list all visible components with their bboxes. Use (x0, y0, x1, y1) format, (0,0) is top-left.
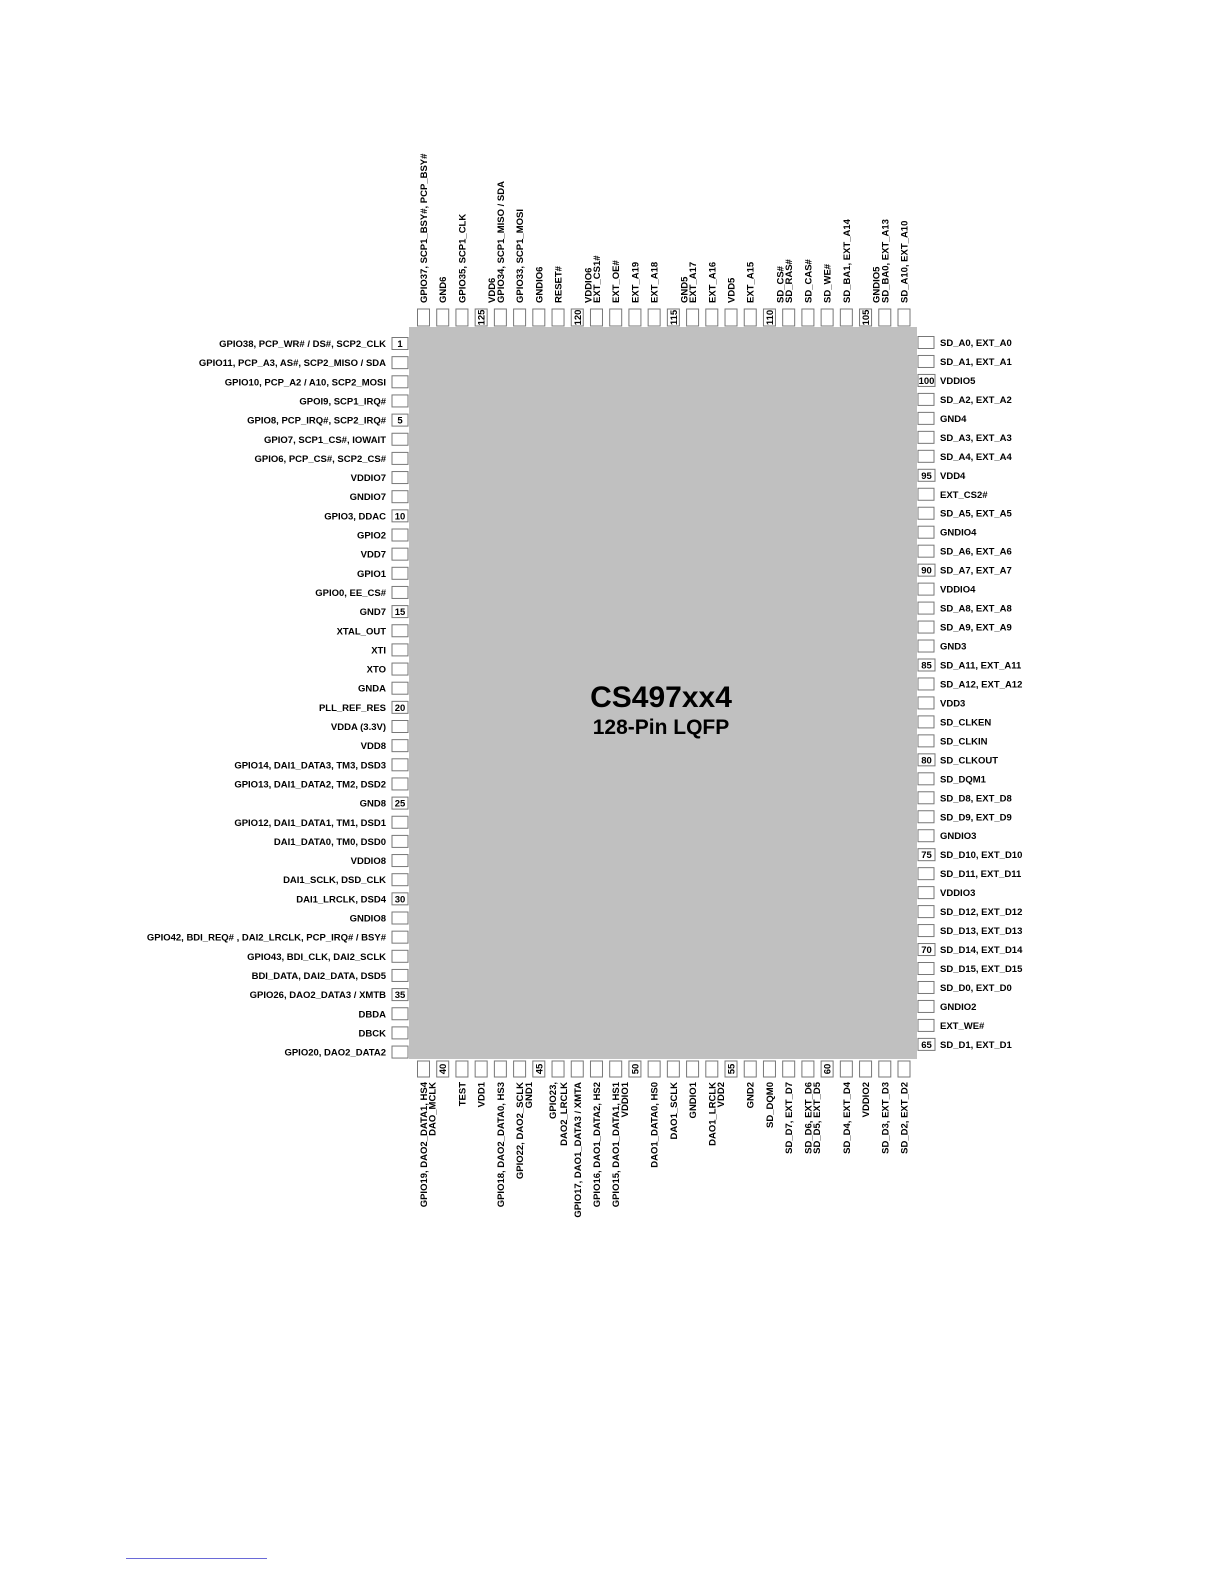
pin-label: EXT_A19 (630, 261, 642, 303)
pin-label: SD_A4, EXT_A4 (940, 451, 1012, 463)
pin-box (918, 1019, 934, 1031)
pin-label: SD_D14, EXT_D14 (940, 945, 1023, 957)
pin-label: SD_CAS# (803, 259, 815, 303)
pin-label: SD_D10, EXT_D10 (940, 850, 1023, 862)
pin-label: VDDIO4 (940, 584, 976, 596)
pin-label: GPIO20, DAO2_DATA2 (284, 1047, 386, 1059)
chip-name: CS497xx4 (590, 681, 732, 714)
pin-box (918, 412, 934, 424)
pin-number: 45 (534, 1063, 546, 1075)
chip-package: 128-Pin LQFP (592, 716, 730, 739)
pin-label-cont: DAO2_LRCLK (559, 1082, 571, 1146)
pin-box (392, 472, 408, 484)
pin-number: 25 (394, 798, 406, 810)
pin-box (392, 855, 408, 867)
pin-label: GPIO23, (548, 1082, 560, 1119)
pin-label: SD_D12, EXT_D12 (940, 907, 1023, 919)
pin-box (918, 981, 934, 993)
pin-label: DBDA (358, 1009, 386, 1021)
pin-label: SD_CLKOUT (940, 755, 999, 767)
pin-label: SD_A3, EXT_A3 (940, 432, 1012, 444)
pin-box (648, 309, 660, 326)
pin-label: GPIO3, DDAC (324, 511, 386, 523)
pin-number: 80 (921, 755, 932, 767)
pin-box (571, 1061, 583, 1077)
pin-box (392, 1027, 408, 1039)
pin-box (918, 507, 934, 519)
pin-label: VDD5 (726, 277, 738, 303)
pin-label: VDDIO8 (350, 856, 386, 868)
pin-box (552, 309, 564, 326)
pin-box (418, 309, 430, 326)
pin-box (392, 357, 408, 369)
pin-label: SD_CLKEN (940, 717, 992, 729)
pin-box (918, 450, 934, 462)
pin-label: VDDA (3.3V) (330, 722, 386, 733)
pin-label: SD_D2, EXT_D2 (899, 1082, 911, 1154)
pin-label: VDDIO6 (583, 267, 595, 303)
pin-box (918, 337, 934, 349)
pin-box (392, 452, 408, 464)
pin-label: SD_CLKIN (940, 736, 988, 748)
pin-number: 5 (397, 415, 403, 427)
pin-box (392, 567, 408, 579)
pin-box (392, 644, 408, 656)
pin-label: GND7 (359, 607, 386, 619)
pin-label: EXT_OE# (611, 260, 623, 303)
pin-box (918, 868, 934, 880)
pin-label: GND4 (940, 413, 967, 425)
pin-label: GPIO2 (356, 530, 386, 542)
pin-label: EXT_A17 (688, 261, 700, 303)
pin-label: SD_D4, EXT_D4 (841, 1082, 853, 1154)
pin-box (860, 1061, 872, 1077)
pin-box (392, 874, 408, 886)
pin-box (783, 309, 795, 326)
pin-box (744, 309, 756, 326)
pin-box (392, 740, 408, 752)
pin-box (392, 395, 408, 407)
pin-label: SD_A12, EXT_A12 (940, 679, 1023, 691)
pin-box (918, 697, 934, 709)
pin-box (918, 792, 934, 804)
pin-box (879, 1061, 891, 1077)
pin-box (918, 640, 934, 652)
pin-number: 50 (630, 1063, 642, 1075)
pin-number: 85 (921, 660, 932, 672)
pin-label: VDDIO7 (350, 473, 386, 485)
pin-label: VDD4 (940, 470, 966, 482)
pin-label: GPOI9, SCP1_IRQ# (299, 396, 386, 408)
pin-label: SD_BA1, EXT_A14 (841, 219, 853, 303)
pin-number: 55 (726, 1063, 738, 1075)
pin-box (392, 912, 408, 924)
pin-label: SD_D1, EXT_D1 (940, 1039, 1012, 1051)
pin-box (918, 526, 934, 538)
pin-number: 60 (822, 1063, 834, 1075)
pin-box (392, 376, 408, 388)
pin-label: GPIO15, DAO1_DATA1, HS1 (611, 1082, 623, 1208)
pin-label: GPIO12, DAI1_DATA1, TM1, DSD1 (234, 817, 386, 829)
pin-box (898, 1061, 910, 1077)
pin-label: GNDIO2 (940, 1001, 977, 1013)
pin-label: VDDIO3 (940, 888, 976, 900)
pin-box (898, 309, 910, 326)
pin-box (392, 529, 408, 541)
pin-label: GPIO13, DAI1_DATA2, TM2, DSD2 (234, 779, 386, 791)
pin-label: DAO1_SCLK (668, 1082, 680, 1140)
pin-box (744, 1061, 756, 1077)
pin-label: GPIO16, DAO1_DATA2, HS2 (591, 1082, 603, 1208)
pin-label: GNDIO5 (871, 266, 883, 303)
pin-box (706, 309, 718, 326)
pin-label: SD_BA0, EXT_A13 (880, 219, 892, 303)
pin-label: SD_A11, EXT_A11 (940, 660, 1022, 672)
pin-label: GPIO10, PCP_A2 / A10, SCP2_MOSI (224, 377, 386, 389)
pin-box (456, 1061, 468, 1077)
pin-label: EXT_CS2# (940, 489, 988, 501)
pin-box (763, 1061, 775, 1077)
pin-box (392, 969, 408, 981)
pin-box (918, 811, 934, 823)
pin-number: 70 (921, 945, 932, 957)
pin-box (918, 906, 934, 918)
pin-label: DBCK (358, 1028, 386, 1040)
pin-box (918, 963, 934, 975)
pin-label: DAO1_DATA0, HS0 (649, 1082, 661, 1168)
pin-box (918, 1000, 934, 1012)
pin-box (706, 1061, 718, 1077)
pin-label: GPIO37, SCP1_BSY#, PCP_BSY# (419, 153, 430, 303)
pin-label: XTI (371, 645, 386, 657)
pin-box (418, 1061, 430, 1077)
pin-box (392, 1008, 408, 1020)
pin-label: VDD1 (476, 1082, 488, 1108)
pin-label: GPIO14, DAI1_DATA3, TM3, DSD3 (234, 760, 386, 772)
pin-box (494, 1061, 506, 1077)
pin-label: SD_A5, EXT_A5 (940, 508, 1012, 520)
pin-box (610, 1061, 622, 1077)
pin-box (392, 433, 408, 445)
pin-label: GPIO38, PCP_WR# / DS#, SCP2_CLK (219, 339, 386, 350)
pin-number: 40 (438, 1063, 450, 1075)
pin-label: GPIO17, DAO1_DATA3 / XMTA (572, 1082, 584, 1218)
pin-label: GPIO26, DAO2_DATA3 / XMTB (249, 990, 386, 1002)
pin-label: XTAL_OUT (336, 626, 386, 638)
pin-label: GND6 (438, 276, 450, 303)
pin-box (552, 1061, 564, 1077)
pin-box (514, 1061, 526, 1077)
pin-label: GPIO7, SCP1_CS#, IOWAIT (264, 434, 386, 446)
pin-box (392, 950, 408, 962)
pin-label: GPIO35, SCP1_CLK (457, 213, 469, 303)
pin-box (879, 309, 891, 326)
pin-box (475, 1061, 487, 1077)
pin-box (392, 835, 408, 847)
pin-box (918, 621, 934, 633)
pin-box (840, 1061, 852, 1077)
pin-label: VDDIO2 (861, 1082, 873, 1118)
pin-box (918, 716, 934, 728)
pin-box (392, 816, 408, 828)
pin-box (392, 1046, 408, 1058)
pin-box (918, 602, 934, 614)
pin-box (918, 887, 934, 899)
pin-label: SD_DQM1 (940, 774, 986, 786)
pin-label: SD_D8, EXT_D8 (940, 793, 1012, 805)
pin-box (918, 583, 934, 595)
pin-label: GPIO8, PCP_IRQ#, SCP2_IRQ# (247, 415, 386, 427)
pin-label: GPIO19, DAO2_DATA1, HS4 (419, 1082, 430, 1208)
pin-label: GND5 (679, 276, 691, 303)
pin-box (918, 393, 934, 405)
pin-label: VDD2 (716, 1082, 728, 1108)
pin-number: 30 (394, 894, 406, 906)
pin-box (918, 773, 934, 785)
pin-box (918, 488, 934, 500)
pin-label: SD_CS# (775, 266, 787, 303)
pin-box (918, 545, 934, 557)
pin-label: SD_A6, EXT_A6 (940, 546, 1012, 558)
pin-number: 115 (668, 309, 680, 326)
pin-box (392, 586, 408, 598)
pin-box (918, 830, 934, 842)
pin-box (648, 1061, 660, 1077)
pin-label: SD_A1, EXT_A1 (940, 356, 1012, 368)
pin-label: VDD3 (940, 698, 966, 710)
pin-label: GPIO1 (356, 568, 386, 580)
pin-label: SD_A10, EXT_A10 (899, 220, 911, 303)
pin-label: EXT_CS1# (591, 255, 603, 303)
pin-label: SD_A7, EXT_A7 (940, 565, 1012, 577)
pin-label: GND8 (359, 798, 386, 810)
pin-box (821, 309, 833, 326)
pin-number: 95 (921, 470, 932, 482)
pin-label: GND2 (745, 1082, 757, 1109)
pin-box (725, 309, 737, 326)
pin-number: 100 (918, 375, 935, 387)
pin-label: SD_D11, EXT_D11 (940, 869, 1022, 881)
pin-label: GNDIO8 (349, 913, 386, 925)
pin-label: DAI1_LRCLK, DSD4 (296, 894, 386, 906)
pin-label: SD_D0, EXT_D0 (940, 982, 1012, 994)
pin-label: SD_A8, EXT_A8 (940, 603, 1012, 615)
pin-label: GNDIO4 (940, 527, 977, 539)
pin-box (392, 931, 408, 943)
pin-label: SD_A2, EXT_A2 (940, 394, 1012, 406)
pin-label: DAO_MCLK (427, 1082, 439, 1136)
pin-label: SD_DQM0 (764, 1082, 776, 1128)
pin-box (918, 925, 934, 937)
pin-label: DAO1_LRCLK (707, 1082, 719, 1146)
pin-box (629, 309, 641, 326)
pin-label: EXT_A18 (649, 261, 661, 303)
pin-box (494, 309, 506, 326)
pin-box (392, 759, 408, 771)
pin-label: GPIO33, SCP1_MOSI (515, 209, 527, 303)
pin-label: VDDIO1 (619, 1082, 631, 1118)
pin-label: SD_D9, EXT_D9 (940, 812, 1012, 824)
pin-box (783, 1061, 795, 1077)
pin-label: SD_D6, EXT_D6 (803, 1082, 815, 1154)
pin-number: 105 (861, 309, 873, 326)
pin-number: 75 (921, 850, 932, 862)
pin-box (687, 1061, 699, 1077)
pin-label: VDD7 (360, 549, 386, 561)
pin-label: GPIO0, EE_CS# (315, 587, 386, 599)
pin-label: SD_D3, EXT_D3 (880, 1082, 892, 1154)
pin-label: GPIO6, PCP_CS#, SCP2_CS# (254, 453, 386, 465)
pin-box (533, 309, 545, 326)
pin-label: GPIO22, DAO2_SCLK (515, 1082, 527, 1180)
pin-box (392, 548, 408, 560)
pin-label: GND3 (940, 641, 967, 653)
footnote-rule (126, 1558, 267, 1559)
pin-label: GNDIO6 (534, 266, 546, 303)
pin-number: 65 (921, 1039, 932, 1051)
pin-label: EXT_A16 (707, 261, 719, 303)
pin-box (514, 309, 526, 326)
pin-label: TEST (457, 1082, 469, 1107)
pin-box (392, 721, 408, 733)
pin-box (918, 735, 934, 747)
pin-label: GNDIO3 (940, 831, 977, 843)
pin-label: GPIO43, BDI_CLK, DAI2_SCLK (247, 951, 386, 963)
pin-box (687, 309, 699, 326)
pin-label: GNDIO1 (688, 1082, 700, 1119)
pin-box (802, 309, 814, 326)
pin-label: GPIO11, PCP_A3, AS#, SCP2_MISO / SDA (198, 358, 386, 370)
pin-number: 1 (397, 339, 403, 350)
pin-box (610, 309, 622, 326)
pin-box (918, 431, 934, 443)
pin-number: 15 (394, 607, 406, 619)
pin-number: 125 (476, 309, 488, 326)
pin-box (918, 678, 934, 690)
pin-label: DAI1_DATA0, TM0, DSD0 (273, 836, 386, 848)
pin-label: DAI1_SCLK, DSD_CLK (283, 875, 386, 887)
pin-box (437, 309, 449, 326)
pin-number: 90 (921, 565, 932, 577)
pin-box (840, 309, 852, 326)
pin-number: 10 (394, 511, 406, 523)
pin-box (392, 682, 408, 694)
pin-label: EXT_A15 (745, 261, 757, 303)
pin-label: SD_D5, EXT_D5 (812, 1082, 824, 1154)
pin-label: SD_A0, EXT_A0 (940, 338, 1012, 349)
pin-label: PLL_REF_RES (318, 702, 386, 714)
pin-label: SD_RAS# (784, 259, 796, 303)
pin-label: RESET# (553, 266, 565, 303)
pin-label: VDDIO5 (940, 375, 976, 387)
pin-number: 20 (394, 702, 406, 714)
pin-label: SD_WE# (822, 263, 834, 303)
pin-box (456, 309, 468, 326)
pin-label: SD_D13, EXT_D13 (940, 926, 1023, 938)
pin-label: GPIO34, SCP1_MISO / SDA (495, 181, 507, 303)
pin-box (392, 491, 408, 503)
pin-label: GPIO18, DAO2_DATA0, HS3 (495, 1082, 507, 1208)
pin-number: 35 (394, 990, 406, 1002)
pin-label: SD_D15, EXT_D15 (940, 964, 1023, 976)
pin-box (392, 778, 408, 790)
pin-label: VDD6 (487, 277, 499, 303)
pin-box (802, 1061, 814, 1077)
pin-box (918, 355, 934, 367)
pin-box (667, 1061, 679, 1077)
pin-box (392, 625, 408, 637)
pin-label: BDI_DATA, DAI2_DATA, DSD5 (251, 970, 386, 982)
pin-label: GND1 (523, 1082, 535, 1109)
pin-label: GPIO42, BDI_REQ# , DAI2_LRCLK, PCP_IRQ# / BSY# (146, 932, 386, 944)
pin-label: GNDA (358, 683, 386, 695)
pin-box (392, 663, 408, 675)
pin-number: 120 (572, 309, 584, 326)
pin-label: VDD8 (360, 741, 386, 753)
pin-box (590, 309, 602, 326)
pin-label: EXT_WE# (940, 1020, 985, 1032)
pin-number: 110 (764, 309, 776, 326)
pin-box (590, 1061, 602, 1077)
pin-label: GNDIO7 (349, 492, 386, 504)
pin-label: SD_D7, EXT_D7 (784, 1082, 796, 1154)
pin-label: SD_A9, EXT_A9 (940, 622, 1012, 634)
pin-label: XTO (366, 664, 386, 676)
